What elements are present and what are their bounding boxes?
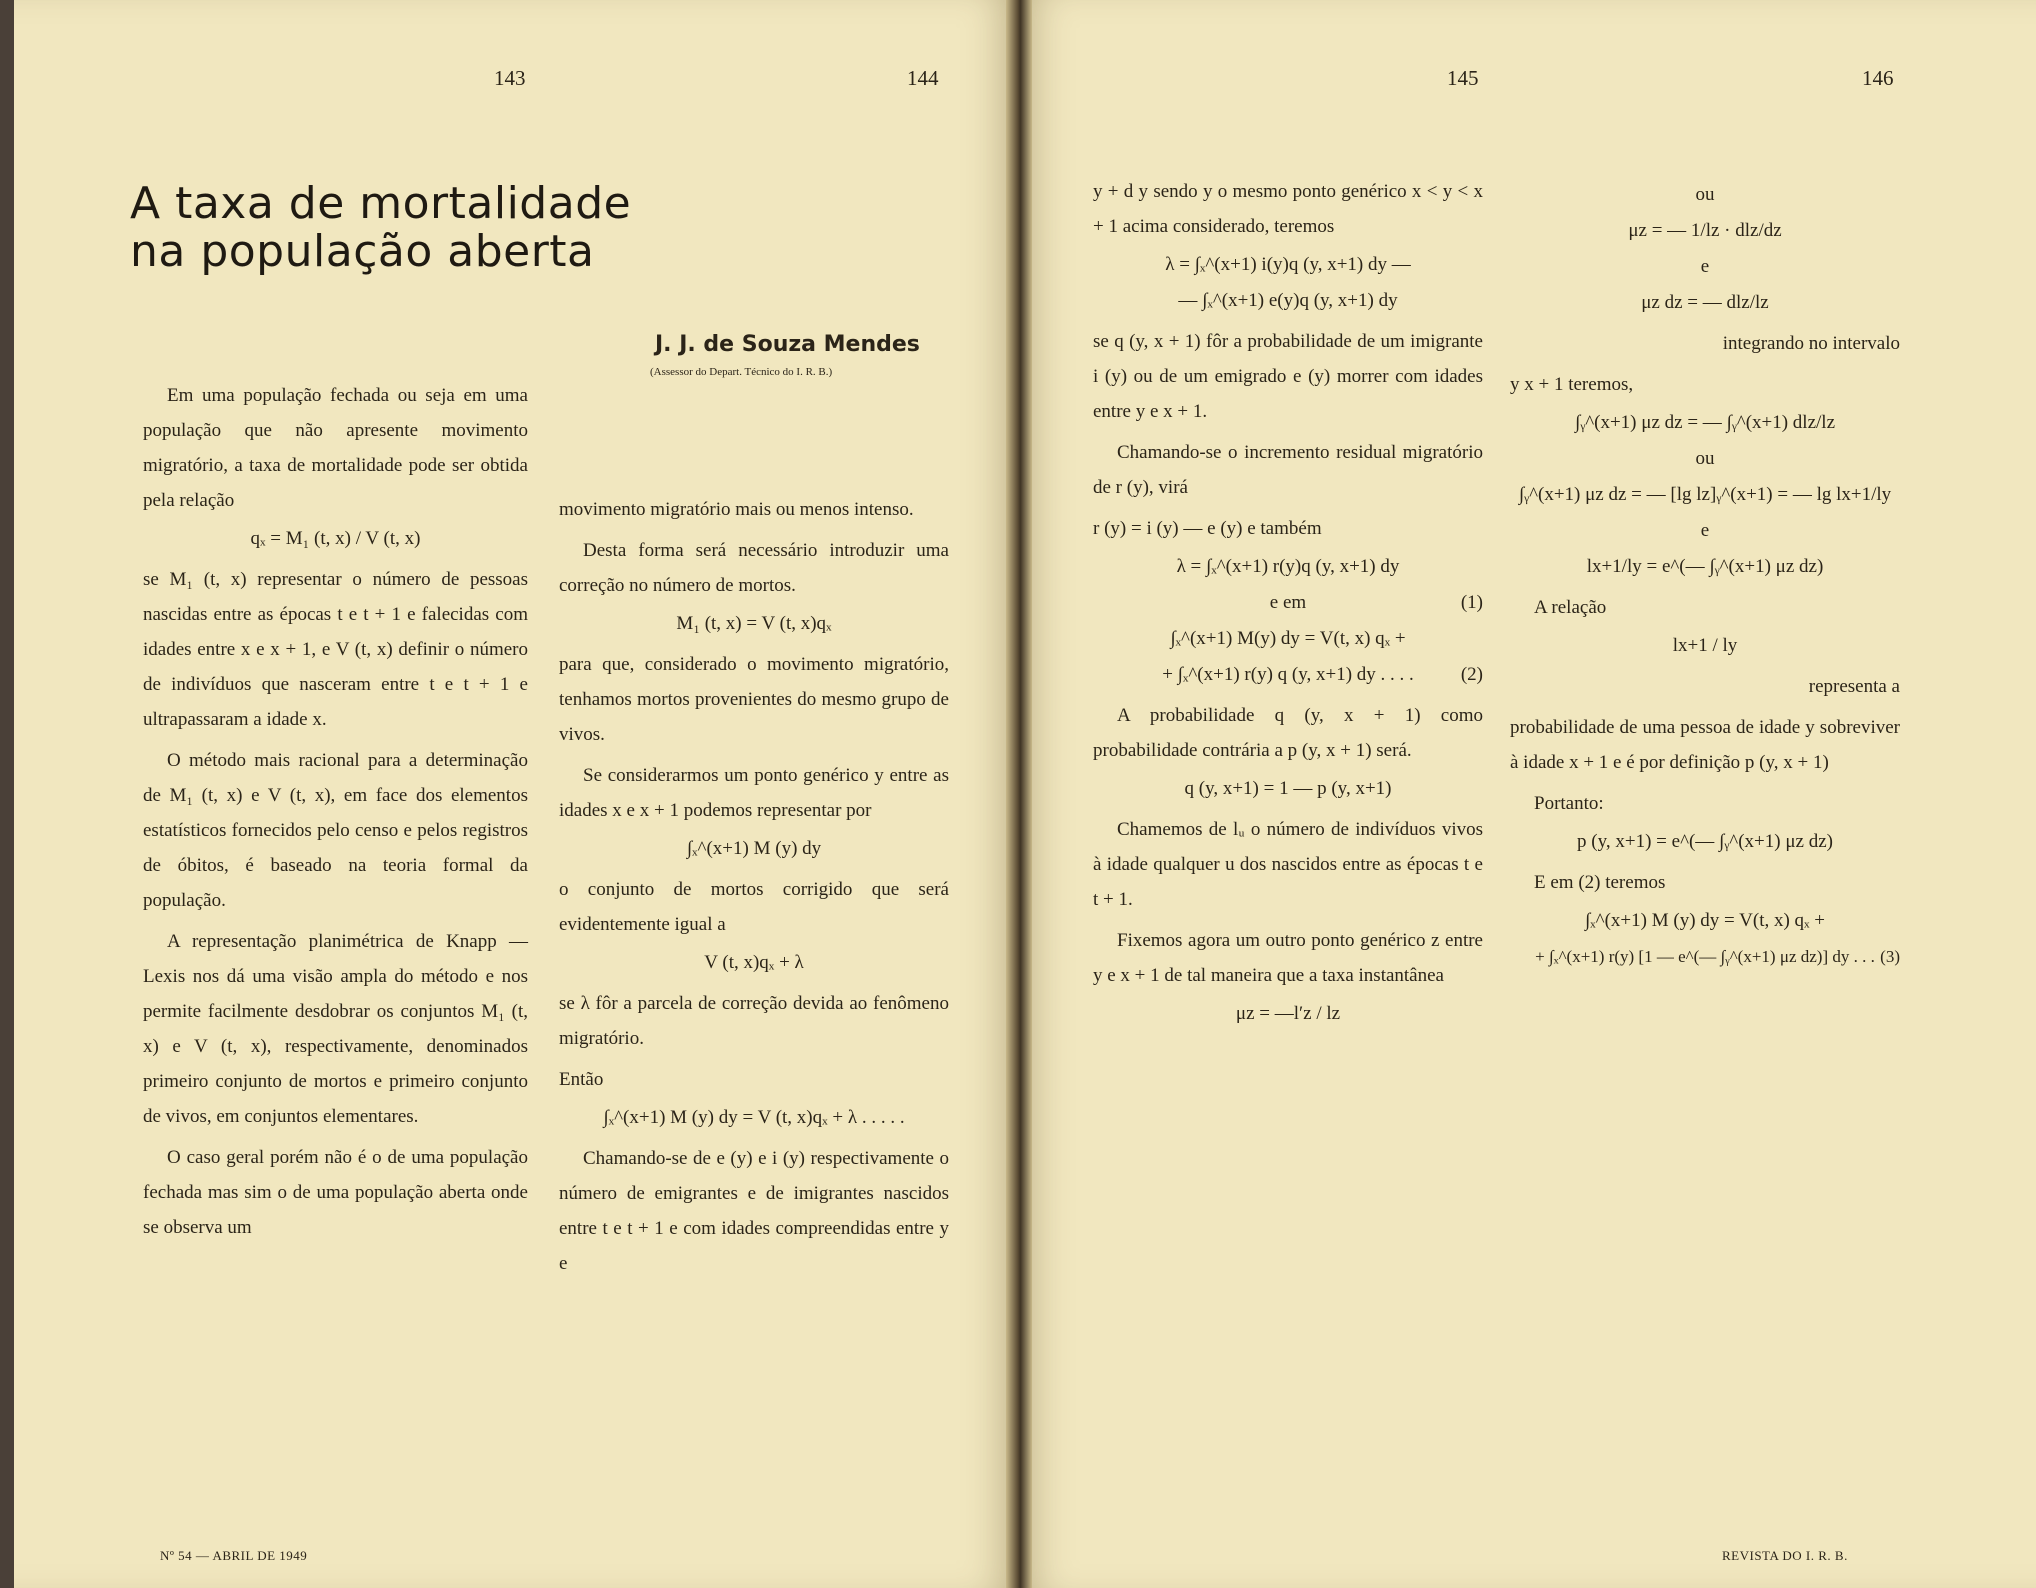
title-line-2: na população aberta — [130, 226, 595, 277]
paragraph: integrando no intervalo — [1722, 333, 1900, 354]
column-1 — [143, 378, 528, 1251]
equation: lx+1 / ly — [1672, 635, 1738, 656]
page-number-144: 144 — [907, 66, 939, 90]
equation-label-row — [1093, 590, 1483, 616]
equation-row — [1093, 662, 1483, 688]
equation-qx: qₓ = M₁ (t, x) / V (t, x) — [250, 528, 421, 549]
equation: + ∫ₓ^(x+1) r(y) [1 — e^(— ∫ᵧ^(x+1) μz dz)] dy . . . — [1535, 947, 1875, 966]
book-gutter — [1006, 0, 1032, 1588]
equation: ∫ₓ^(x+1) M (y) dy — [686, 838, 822, 859]
equation: μz = —l′z / lz — [1235, 1003, 1341, 1024]
title-line-1: A taxa de mortalidade — [130, 178, 632, 229]
equation: λ = ∫ₓ^(x+1) i(y)q (y, x+1) dy — — [1165, 254, 1411, 275]
equation: + ∫ₓ^(x+1) r(y) q (y, x+1) dy . . . . — [1162, 664, 1414, 685]
paragraph: movimento migratório mais ou menos intenso. — [559, 499, 914, 520]
equation-number: (2) — [1460, 664, 1483, 685]
paragraph: para que, considerado o movimento migratório, tenhamos mortos provenientes do mesmo grupo de vivos. — [559, 654, 949, 745]
paragraph: A relação — [1534, 597, 1607, 618]
equation: V (t, x)qₓ + λ — [704, 952, 804, 973]
text-e: e — [1700, 520, 1710, 541]
article-title — [130, 180, 631, 276]
page-number-145: 145 — [1447, 66, 1479, 90]
column-2 — [559, 492, 949, 1287]
equation: ∫ₓ^(x+1) M(y) dy = V(t, x) qₓ + — [1170, 628, 1406, 649]
paragraph: O método mais racional para a determinação de M₁ (t, x) e V (t, x), em face dos elementos estatísticos fornecidos pelo censo e pelos registros de óbitos, é baseado na teoria formal da população. — [143, 750, 528, 911]
equation: λ = ∫ₓ^(x+1) r(y)q (y, x+1) dy — [1176, 556, 1400, 577]
equation: μz = — 1/lz · dlz/dz — [1628, 220, 1782, 241]
paragraph: A representação planimétrica de Knapp — Lexis nos dá uma visão ampla do método e nos permite facilmente desdobrar os conjuntos M₁ (t, x) e V (t, x), respectivamente, denominados primeiro conjunto de mortos e primeiro conjunto de vivos, em conjuntos elementares. — [143, 931, 528, 1127]
paragraph: E em (2) teremos — [1534, 872, 1666, 893]
paragraph: se q (y, x + 1) fôr a probabilidade de um imigrante i (y) ou de um emigrado e (y) morrer com idades entre y e x + 1. — [1093, 331, 1483, 422]
paragraph: Desta forma será necessário introduzir uma correção no número de mortos. — [559, 540, 949, 596]
equation: μz dz = — dlz/lz — [1641, 292, 1769, 313]
text-ou: ou — [1695, 184, 1715, 205]
equation: — ∫ₓ^(x+1) e(y)q (y, x+1) dy — [1178, 290, 1398, 311]
paragraph: Em uma população fechada ou seja em uma população que não apresente movimento migratório, a taxa de mortalidade pode ser obtida pela relação — [143, 385, 528, 511]
equation-text: e em — [1269, 592, 1307, 613]
paragraph: probabilidade de uma pessoa de idade y sobreviver à idade x + 1 e é por definição p (y, x + 1) — [1510, 717, 1900, 773]
text-e: e — [1700, 256, 1710, 277]
paragraph: O caso geral porém não é o de uma população fechada mas sim o de uma população aberta onde se observa um — [143, 1147, 528, 1238]
column-4 — [1510, 174, 1900, 980]
paragraph: Chamemos de lᵤ o número de indivíduos vivos à idade qualquer u dos nascidos entre as épocas t e t + 1. — [1093, 819, 1483, 910]
equation: p (y, x+1) = e^(— ∫ᵧ^(x+1) μz dz) — [1577, 831, 1833, 852]
equation: ∫ₓ^(x+1) M (y) dy = V(t, x) qₓ + — [1584, 910, 1826, 931]
text-ou: ou — [1695, 448, 1715, 469]
paragraph: Portanto: — [1534, 793, 1604, 814]
equation-row — [1510, 944, 1900, 970]
paragraph: y x + 1 teremos, — [1510, 374, 1634, 395]
equation: ∫ᵧ^(x+1) μz dz = — ∫ᵧ^(x+1) dlz/lz — [1574, 412, 1836, 433]
paragraph: r (y) = i (y) — e (y) e também — [1093, 518, 1322, 539]
paragraph: se M₁ (t, x) representar o número de pessoas nascidas entre as épocas t e t + 1 e falecidas com idades entre x e x + 1, e V (t, x) definir o número de indivíduos que nasceram entre t e t + 1 e ultrapassaram a idade x. — [143, 569, 528, 730]
equation-number: (1) — [1460, 592, 1483, 613]
equation: ∫ᵧ^(x+1) μz dz = — [lg lz]ᵧ^(x+1) = — lg lx+1/ly — [1518, 484, 1892, 505]
equation: M₁ (t, x) = V (t, x)qₓ — [676, 613, 832, 634]
paragraph: Se considerarmos um ponto genérico y entre as idades x e x + 1 podemos representar por — [559, 765, 949, 821]
paragraph: representa a — [1808, 676, 1900, 697]
footer-issue: Nº 54 — ABRIL DE 1949 — [160, 1548, 308, 1563]
column-3 — [1093, 174, 1483, 1037]
equation: ∫ₓ^(x+1) M (y) dy = V (t, x)qₓ + λ . . . . . — [603, 1107, 905, 1128]
page-number-146: 146 — [1862, 66, 1894, 90]
paragraph: Fixemos agora um outro ponto genérico z entre y e x + 1 de tal maneira que a taxa instantânea — [1093, 930, 1483, 986]
paragraph: Chamando-se de e (y) e i (y) respectivamente o número de emigrantes e de imigrantes nascidos entre t e t + 1 e com idades compreendidas entre y e — [559, 1148, 949, 1274]
paragraph: y + d y sendo y o mesmo ponto genérico x < y < x + 1 acima considerado, teremos — [1093, 181, 1483, 237]
paragraph: o conjunto de mortos corrigido que será evidentemente igual a — [559, 879, 949, 935]
author-affiliation: (Assessor do Depart. Técnico do I. R. B.) — [650, 366, 833, 378]
equation: q (y, x+1) = 1 — p (y, x+1) — [1184, 778, 1392, 799]
footer-journal: REVISTA DO I. R. B. — [1722, 1548, 1848, 1563]
equation-number: (3) — [1880, 947, 1900, 966]
paragraph: A probabilidade q (y, x + 1) como probabilidade contrária a p (y, x + 1) será. — [1093, 705, 1483, 761]
page-number-143: 143 — [494, 66, 526, 90]
author-name: J. J. de Souza Mendes — [655, 332, 920, 357]
paragraph: Então — [559, 1069, 604, 1090]
paragraph: Chamando-se o incremento residual migratório de r (y), virá — [1093, 442, 1483, 498]
paragraph: se λ fôr a parcela de correção devida ao fenômeno migratório. — [559, 993, 949, 1049]
equation: lx+1/ly = e^(— ∫ᵧ^(x+1) μz dz) — [1586, 556, 1824, 577]
